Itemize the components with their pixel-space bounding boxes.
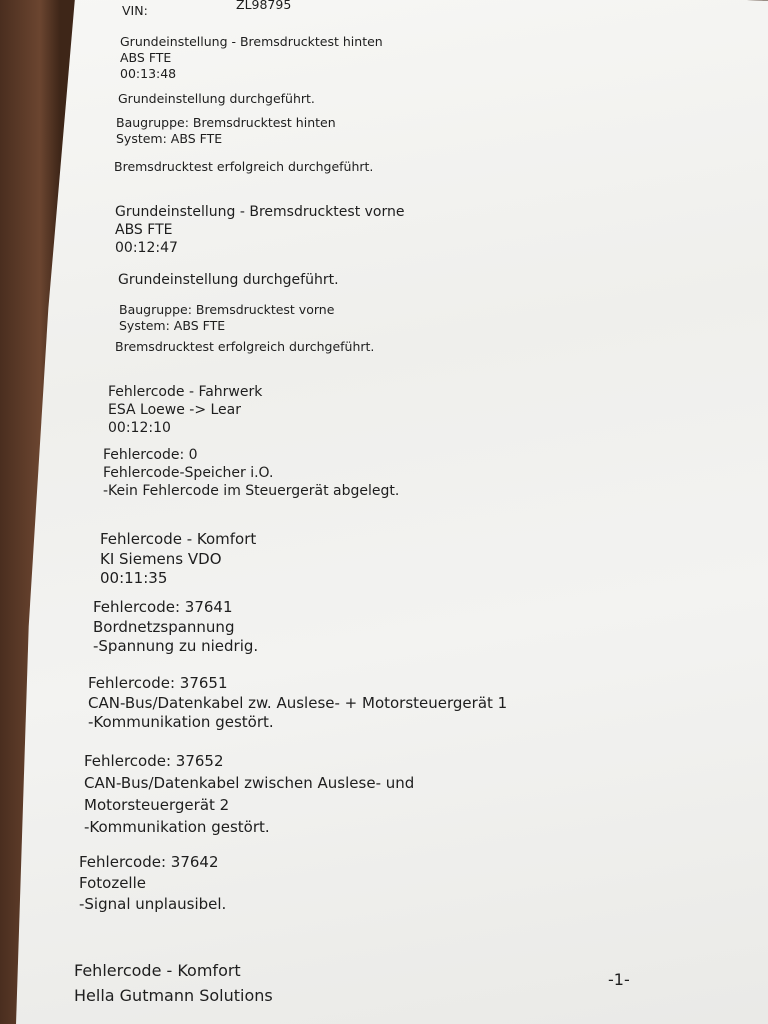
section-time: 00:12:47 — [115, 240, 178, 256]
fault-description: CAN-Bus/Datenkabel zwischen Auslese- und — [84, 774, 415, 792]
fault-code: Fehlercode: 37641 — [93, 598, 233, 616]
page-footer — [74, 958, 273, 1008]
result-text: Bremsdrucktest erfolgreich durchgeführt. — [114, 159, 374, 174]
fault-detail: -Kommunikation gestört. — [88, 713, 274, 731]
section-title: Grundeinstellung - Bremsdrucktest vorne — [115, 204, 405, 220]
fault-detail: -Kommunikation gestört. — [84, 818, 270, 836]
fault-detail: -Spannung zu niedrig. — [93, 637, 259, 655]
fault-code: Fehlercode: 37651 — [88, 674, 228, 692]
fault-description: Fotozelle — [79, 874, 146, 892]
system-text: System: ABS FTE — [119, 318, 226, 333]
fault-detail: -Kein Fehlercode im Steuergerät abgelegt. — [103, 483, 400, 499]
section-time: 00:13:48 — [120, 66, 177, 81]
section-system: ABS FTE — [120, 50, 172, 65]
fault-code: Fehlercode: 37642 — [79, 853, 219, 871]
section-title: Fehlercode - Komfort — [100, 530, 257, 548]
section-time: 00:12:10 — [108, 420, 171, 436]
fault-code: Fehlercode: 37652 — [84, 752, 224, 770]
fault-code-entry — [88, 674, 507, 733]
baugruppe-text: Baugruppe: Bremsdrucktest hinten — [116, 115, 336, 130]
result-text: Bremsdrucktest erfolgreich durchgeführt. — [115, 339, 375, 354]
status-text: Grundeinstellung durchgeführt. — [118, 272, 339, 288]
footer-company: Hella Gutmann Solutions — [74, 986, 273, 1005]
section-title: Grundeinstellung - Bremsdrucktest hinten — [120, 34, 383, 49]
section-brake-front — [115, 203, 404, 257]
fault-description: Fehlercode-Speicher i.O. — [103, 465, 274, 481]
fault-code-entry — [93, 598, 258, 657]
fault-code-entry — [103, 446, 399, 500]
fault-code-entry — [79, 852, 226, 915]
section-komfort — [100, 530, 256, 589]
fault-detail: -Signal unplausibel. — [79, 895, 227, 913]
group-info — [119, 302, 334, 334]
baugruppe-text: Baugruppe: Bremsdrucktest vorne — [119, 302, 335, 317]
section-brake-rear — [120, 34, 383, 82]
fault-description: Bordnetzspannung — [93, 617, 235, 636]
vin-value: ZL98795 — [236, 0, 292, 12]
fault-code-entry — [84, 750, 414, 838]
section-system: ABS FTE — [115, 222, 173, 238]
section-system: ESA Loewe -> Lear — [108, 402, 241, 418]
section-title: Fehlercode - Fahrwerk — [108, 384, 263, 400]
section-system: KI Siemens VDO — [100, 549, 222, 568]
fault-description: CAN-Bus/Datenkabel zw. Auslese- + Motorsteuergerät 1 — [88, 693, 508, 712]
system-text: System: ABS FTE — [116, 131, 223, 146]
page-number: -1- — [608, 970, 630, 989]
vin-label: VIN: — [122, 3, 148, 18]
fault-description-cont: Motorsteuergerät 2 — [84, 796, 230, 814]
footer-section: Fehlercode - Komfort — [74, 961, 241, 980]
section-fahrwerk — [108, 383, 262, 437]
group-info — [116, 115, 336, 147]
fault-code: Fehlercode: 0 — [103, 447, 198, 463]
section-time: 00:11:35 — [100, 569, 168, 587]
status-text: Grundeinstellung durchgeführt. — [118, 91, 315, 106]
